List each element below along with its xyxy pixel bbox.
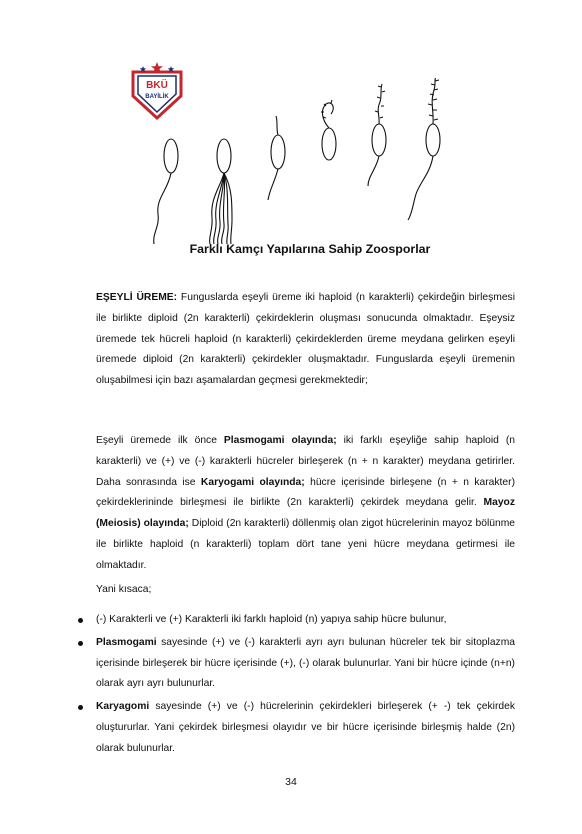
paragraph-esyeli-ureme	[96, 288, 515, 392]
text-run: Diploid (2n karakterli) döllenmiş olan zigot hücrelerinin mayoz bölünme ile birlikte haploid (n karakterli) toplam dört tane yeni hücre meydana getirmesi ile olmaktadır.	[96, 518, 515, 571]
paragraph-text: Funguslarda eşeyli üreme iki haploid (n karakterli) çekirdeğin birleşmesi ile birlikte diploid (2n karakterli) çekirdeklerin oluşması sonucunda olmaktadır. Eşeysiz üremede tek hücreli haploid (n karakterli) çekirdeklerden üreme meydana gelirken eşeyli üremede diploid (2n karakterli) çekirdekler oluşmaktadır. Funguslarda eşeyli üremenin oluşabilmesi için bazı aşamalardan geçmesi gerekmektedir;	[96, 292, 515, 387]
text-run: iki farklı eşeyliğe sahip haploid (n karakterli) ve (+) ve (-) karakterli hücreler birleşerek (n + n karakter) meydana getirirler. Daha sonrasında ise	[96, 435, 515, 488]
list-item	[78, 633, 515, 695]
zoospore-3	[268, 116, 285, 200]
list-item-text: (-) Karakterli ve (+) Karakterli iki farklı haploid (n) yapıya sahip hücre bulunur,	[96, 614, 447, 625]
section-heading: EŞEYLİ ÜREME:	[96, 292, 178, 303]
logo-line2: BAYİLİK	[145, 94, 169, 100]
zoospore-5	[368, 84, 386, 186]
summary-list	[78, 610, 515, 762]
paragraph-stages	[96, 431, 515, 577]
term-plasmogami: Plasmogami olayında;	[223, 435, 337, 446]
zoospore-6	[408, 78, 440, 220]
list-item-term: Plasmogami	[96, 636, 157, 648]
list-item	[78, 697, 515, 759]
page-number: 34	[285, 776, 297, 788]
bullet-icon	[78, 705, 83, 710]
zoospore-4	[321, 100, 336, 160]
summary-intro: Yani kısaca;	[96, 584, 152, 595]
list-item-text: sayesinde (+) ve (-) hücrelerinin çekirdekleri birleşerek (+ -) tek çekirdek oluştururlar. Yani çekirdek birleşmesi olayıdır ve bir hücre içerisinde birleşmiş halde (2n) olarak bulunurlar.	[96, 701, 515, 754]
zoospore-flagella-illustration	[150, 78, 460, 246]
text-run: hücre içerisinde birleşene (n + n karakter) çekirdeklerininde birleşmesi ile birlikte (2n karakterli) çekirdek meydana gelir.	[96, 476, 516, 509]
figure-caption: Farklı Kamçı Yapılarına Sahip Zoosporlar	[189, 242, 431, 256]
term-karyogami: Karyogami olayında;	[200, 476, 305, 488]
list-item	[78, 610, 515, 631]
logo-line1: BKÜ	[146, 80, 168, 91]
bullet-icon	[78, 618, 83, 623]
bullet-icon	[78, 641, 83, 646]
zoospore-2	[210, 139, 232, 244]
text-run: Eşeyli üremede ilk önce	[96, 435, 224, 446]
list-item-text: sayesinde (+) ve (-) karakterli ayrı ayrı bulunan hücreler tek bir sitoplazma içerisinde birleşerek bir hücre içerisinde (+), (-) olarak bulunurlar. Yani bir hücre içinde (n+n) olarak ayrı ayrı bulunurlar.	[96, 636, 515, 690]
list-item-term: Karyagomi	[96, 701, 150, 713]
term-mayoz: Mayoz (Meiosis) olayında;	[96, 497, 515, 530]
zoospore-1	[154, 139, 178, 244]
